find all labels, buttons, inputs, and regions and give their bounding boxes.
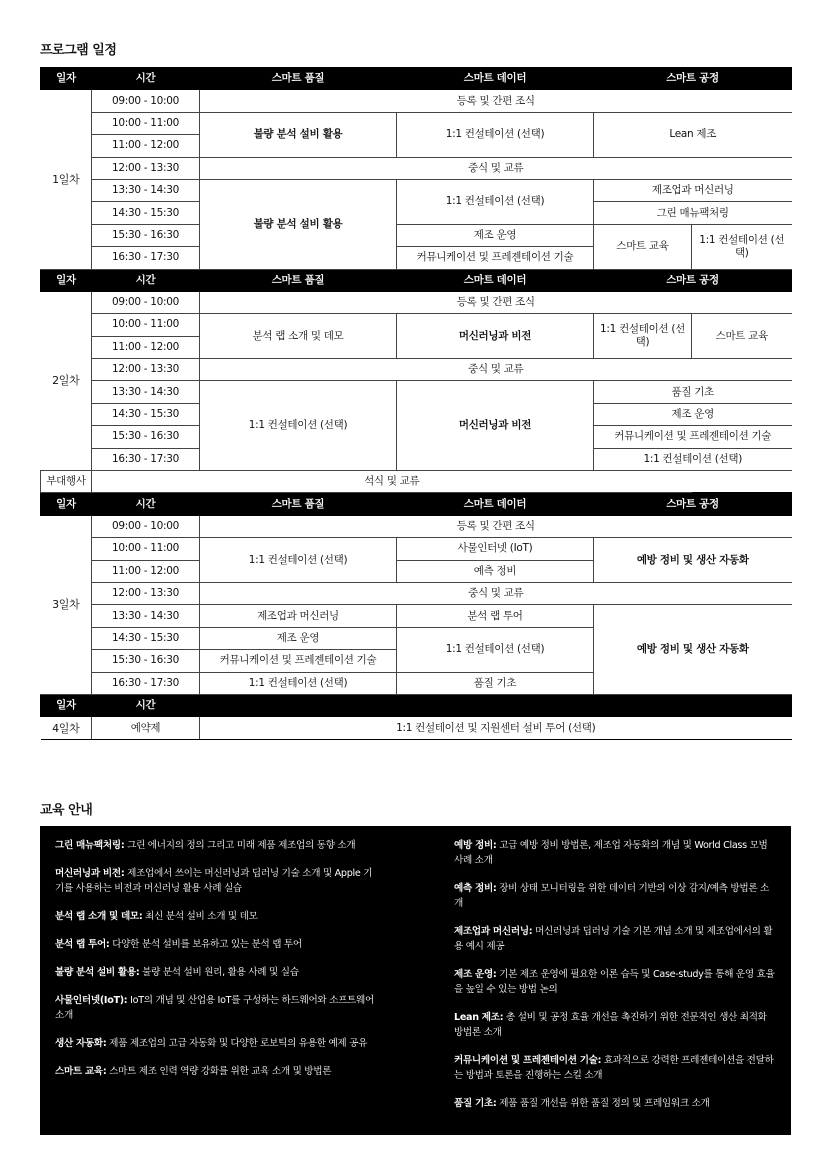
header-smart-process: 스마트 공정 bbox=[594, 269, 792, 291]
schedule-cell: 제조 운영 bbox=[200, 627, 397, 649]
schedule-cell: 불량 분석 설비 활용 bbox=[200, 112, 397, 157]
schedule-cell: 1:1 컨설테이션 및 지원센터 설비 투어 (선택) bbox=[200, 717, 792, 739]
time-cell: 15:30 - 16:30 bbox=[92, 650, 200, 672]
education-item bbox=[55, 965, 377, 980]
table-row bbox=[41, 538, 792, 560]
education-term: 분석 랩 투어: bbox=[55, 939, 110, 950]
schedule-cell: 1:1 컨설테이션 (선택) bbox=[397, 112, 594, 157]
time-cell: 09:00 - 10:00 bbox=[92, 90, 200, 112]
education-desc: 최신 분석 설비 소개 및 데모 bbox=[142, 911, 258, 922]
education-item bbox=[454, 1053, 776, 1083]
time-cell: 10:00 - 11:00 bbox=[92, 112, 200, 134]
day-label: 3일차 bbox=[41, 515, 92, 694]
table-row bbox=[41, 112, 792, 134]
education-item bbox=[454, 838, 776, 868]
education-desc: 제조업에서 쓰이는 머신러닝과 딥러닝 기술 소개 및 Apple 기기를 사용하는 비전과 머신러닝 활용 사례 실습 bbox=[55, 868, 373, 894]
education-item bbox=[55, 1064, 377, 1079]
schedule-cell: 등록 및 간편 조식 bbox=[200, 291, 792, 313]
table-row bbox=[41, 515, 792, 537]
education-desc: 머신러닝과 딥러닝 기술 기본 개념 소개 및 제조업에서의 활용 예시 제공 bbox=[454, 926, 773, 952]
schedule-cell: 예방 정비 및 생산 자동화 bbox=[594, 538, 792, 583]
schedule-cell: 1:1 컨설테이션 (선택) bbox=[692, 224, 792, 269]
education-item bbox=[55, 866, 377, 896]
education-term: 사물인터넷(IoT): bbox=[55, 995, 128, 1006]
education-desc: 제품 품질 개선을 위한 품질 정의 및 프레임워크 소개 bbox=[496, 1098, 710, 1109]
time-cell: 12:00 - 13:30 bbox=[92, 157, 200, 179]
table-header-row bbox=[41, 68, 792, 90]
schedule-cell: 1:1 컨설테이션 (선택) bbox=[594, 314, 692, 359]
education-column-right bbox=[454, 838, 776, 1124]
education-item bbox=[454, 1096, 776, 1111]
education-item bbox=[55, 909, 377, 924]
education-item bbox=[454, 881, 776, 911]
time-cell: 예약제 bbox=[92, 717, 200, 739]
header-time: 시간 bbox=[92, 269, 200, 291]
schedule-cell: 품질 기초 bbox=[397, 672, 594, 694]
schedule-cell: 1:1 컨설테이션 (선택) bbox=[200, 381, 397, 471]
time-cell: 15:30 - 16:30 bbox=[92, 426, 200, 448]
table-row bbox=[41, 359, 792, 381]
education-desc: 고급 예방 정비 방법론, 제조업 자동화의 개념 및 World Class 모범 사례 소개 bbox=[454, 840, 768, 866]
education-desc: 기본 제조 운영에 필요한 이론 습득 및 Case-study를 통해 운영 효율을 높일 수 있는 방법 논의 bbox=[454, 969, 775, 995]
education-term: 그린 매뉴팩처링: bbox=[55, 840, 125, 851]
time-cell: 11:00 - 12:00 bbox=[92, 560, 200, 582]
schedule-title: 프로그램 일정 bbox=[40, 43, 117, 58]
table-row bbox=[41, 314, 792, 336]
time-cell: 12:00 - 13:30 bbox=[92, 359, 200, 381]
schedule-cell: Lean 제조 bbox=[594, 112, 792, 157]
table-row bbox=[41, 224, 792, 246]
education-item bbox=[55, 993, 377, 1023]
day-label: 2일차 bbox=[41, 291, 92, 470]
education-desc: 스마트 제조 인력 역량 강화를 위한 교육 소개 및 방법론 bbox=[106, 1066, 332, 1077]
education-panel bbox=[40, 826, 791, 1135]
day-label: 1일차 bbox=[41, 90, 92, 269]
schedule-cell: 등록 및 간편 조식 bbox=[200, 515, 792, 537]
schedule-cell: 불량 분석 설비 활용 bbox=[200, 179, 397, 269]
time-cell: 13:30 - 14:30 bbox=[92, 381, 200, 403]
schedule-cell: 커뮤니케이션 및 프레젠테이션 기술 bbox=[594, 426, 792, 448]
time-cell: 14:30 - 15:30 bbox=[92, 202, 200, 224]
header-smart-data: 스마트 데이터 bbox=[397, 493, 594, 515]
schedule-cell: 사물인터넷 (IoT) bbox=[397, 538, 594, 560]
time-cell: 11:00 - 12:00 bbox=[92, 135, 200, 157]
time-cell: 14:30 - 15:30 bbox=[92, 627, 200, 649]
time-cell: 16:30 - 17:30 bbox=[92, 247, 200, 269]
schedule-cell: 머신러닝과 비전 bbox=[397, 381, 594, 471]
education-term: 제조 운영: bbox=[454, 969, 497, 980]
schedule-cell: 분석 랩 소개 및 데모 bbox=[200, 314, 397, 359]
education-desc: 제품 제조업의 고급 자동화 및 다양한 로보틱의 유용한 예제 공유 bbox=[106, 1038, 368, 1049]
education-desc: 효과적으로 강력한 프레젠테이션을 전달하는 방법과 토론을 진행하는 스킬 소개 bbox=[454, 1055, 774, 1081]
schedule-cell: 분석 랩 투어 bbox=[397, 605, 594, 627]
table-header-row bbox=[41, 694, 792, 716]
table-row bbox=[41, 291, 792, 313]
education-item bbox=[454, 1010, 776, 1040]
time-cell: 14:30 - 15:30 bbox=[92, 403, 200, 425]
table-row bbox=[41, 471, 792, 493]
header-smart-data: 스마트 데이터 bbox=[397, 269, 594, 291]
time-cell: 15:30 - 16:30 bbox=[92, 224, 200, 246]
header-day: 일자 bbox=[41, 493, 92, 515]
education-term: 생산 자동화: bbox=[55, 1038, 107, 1049]
schedule-cell: 커뮤니케이션 및 프레젠테이션 기술 bbox=[200, 650, 397, 672]
time-cell: 16:30 - 17:30 bbox=[92, 448, 200, 470]
education-term: 스마트 교육: bbox=[55, 1066, 107, 1077]
table-row bbox=[41, 179, 792, 201]
education-desc: IoT의 개념 및 산업용 IoT를 구성하는 하드웨어와 소프트웨어 소개 bbox=[55, 995, 374, 1021]
header-smart-quality: 스마트 품질 bbox=[200, 493, 397, 515]
schedule-cell: 커뮤니케이션 및 프레젠테이션 기술 bbox=[397, 247, 594, 269]
education-desc: 그린 에너지의 정의 그리고 미래 제품 제조업의 동향 소개 bbox=[124, 840, 356, 851]
education-item bbox=[454, 924, 776, 954]
table-header-row bbox=[41, 269, 792, 291]
schedule-cell: 등록 및 간편 조식 bbox=[200, 90, 792, 112]
education-term: 커뮤니케이션 및 프레젠테이션 기술: bbox=[454, 1055, 602, 1066]
schedule-cell: 1:1 컨설테이션 (선택) bbox=[594, 448, 792, 470]
schedule-cell: 품질 기초 bbox=[594, 381, 792, 403]
header-smart-quality: 스마트 품질 bbox=[200, 269, 397, 291]
table-row bbox=[41, 157, 792, 179]
header-smart-quality: 스마트 품질 bbox=[200, 68, 397, 90]
schedule-table bbox=[40, 67, 792, 740]
schedule-cell: 제조 운영 bbox=[594, 403, 792, 425]
header-smart-process: 스마트 공정 bbox=[594, 493, 792, 515]
time-cell: 12:00 - 13:30 bbox=[92, 582, 200, 604]
education-item bbox=[55, 838, 377, 853]
schedule-cell: 제조업과 머신러닝 bbox=[594, 179, 792, 201]
education-desc: 장비 상태 모니터링을 위한 데이터 기반의 이상 감지/예측 방법론 소개 bbox=[454, 883, 770, 909]
table-row bbox=[41, 717, 792, 739]
header-day: 일자 bbox=[41, 269, 92, 291]
schedule-cell: 중식 및 교류 bbox=[200, 582, 792, 604]
schedule-cell: 1:1 컨설테이션 (선택) bbox=[200, 538, 397, 583]
schedule-cell: 스마트 교육 bbox=[594, 224, 692, 269]
education-term: 예측 정비: bbox=[454, 883, 497, 894]
schedule-cell: 석식 및 교류 bbox=[92, 471, 692, 493]
schedule-cell: 그린 매뉴팩처링 bbox=[594, 202, 792, 224]
schedule-cell: 1:1 컨설테이션 (선택) bbox=[200, 672, 397, 694]
header-day: 일자 bbox=[41, 68, 92, 90]
education-desc: 다양한 분석 설비를 보유하고 있는 분석 랩 투어 bbox=[109, 939, 302, 950]
education-title: 교육 안내 bbox=[40, 803, 93, 818]
schedule-cell: 스마트 교육 bbox=[692, 314, 792, 359]
education-term: 머신러닝과 비전: bbox=[55, 868, 125, 879]
header-smart-data: 스마트 데이터 bbox=[397, 68, 594, 90]
time-cell: 부대행사 bbox=[41, 471, 92, 493]
time-cell: 13:30 - 14:30 bbox=[92, 179, 200, 201]
schedule-cell: 중식 및 교류 bbox=[200, 359, 792, 381]
education-term: 제조업과 머신러닝: bbox=[454, 926, 533, 937]
time-cell: 13:30 - 14:30 bbox=[92, 605, 200, 627]
education-column-left bbox=[55, 838, 377, 1092]
table-row bbox=[41, 605, 792, 627]
time-cell: 11:00 - 12:00 bbox=[92, 336, 200, 358]
table-row bbox=[41, 381, 792, 403]
time-cell: 16:30 - 17:30 bbox=[92, 672, 200, 694]
education-term: 불량 분석 설비 활용: bbox=[55, 967, 140, 978]
education-item bbox=[55, 937, 377, 952]
header-smart-process: 스마트 공정 bbox=[594, 68, 792, 90]
schedule-cell: 예측 정비 bbox=[397, 560, 594, 582]
schedule-cell: 예방 정비 및 생산 자동화 bbox=[594, 605, 792, 695]
header-empty bbox=[200, 694, 792, 716]
table-row bbox=[41, 90, 792, 112]
table-row bbox=[41, 582, 792, 604]
schedule-cell: 제조 운영 bbox=[397, 224, 594, 246]
schedule-cell: 중식 및 교류 bbox=[200, 157, 792, 179]
education-term: 예방 정비: bbox=[454, 840, 497, 851]
schedule-cell: 1:1 컨설테이션 (선택) bbox=[397, 627, 594, 672]
schedule-cell: 머신러닝과 비전 bbox=[397, 314, 594, 359]
education-term: Lean 제조: bbox=[454, 1012, 504, 1023]
header-day: 일자 bbox=[41, 694, 92, 716]
header-time: 시간 bbox=[92, 68, 200, 90]
education-desc: 불량 분석 설비 원리, 활용 사례 및 실습 bbox=[139, 967, 299, 978]
education-term: 품질 기초: bbox=[454, 1098, 497, 1109]
time-cell: 09:00 - 10:00 bbox=[92, 515, 200, 537]
table-header-row bbox=[41, 493, 792, 515]
time-cell: 09:00 - 10:00 bbox=[92, 291, 200, 313]
time-cell: 10:00 - 11:00 bbox=[92, 538, 200, 560]
education-item bbox=[55, 1036, 377, 1051]
day-label: 4일차 bbox=[41, 717, 92, 739]
time-cell: 10:00 - 11:00 bbox=[92, 314, 200, 336]
schedule-cell: 1:1 컨설테이션 (선택) bbox=[397, 179, 594, 224]
education-term: 분석 랩 소개 및 데모: bbox=[55, 911, 143, 922]
schedule-cell: 제조업과 머신러닝 bbox=[200, 605, 397, 627]
education-desc: 총 설비 및 공정 효율 개선을 촉진하기 위한 전문적인 생산 최적화 방법론 소개 bbox=[454, 1012, 767, 1038]
education-item bbox=[454, 967, 776, 997]
header-time: 시간 bbox=[92, 493, 200, 515]
header-time: 시간 bbox=[92, 694, 200, 716]
